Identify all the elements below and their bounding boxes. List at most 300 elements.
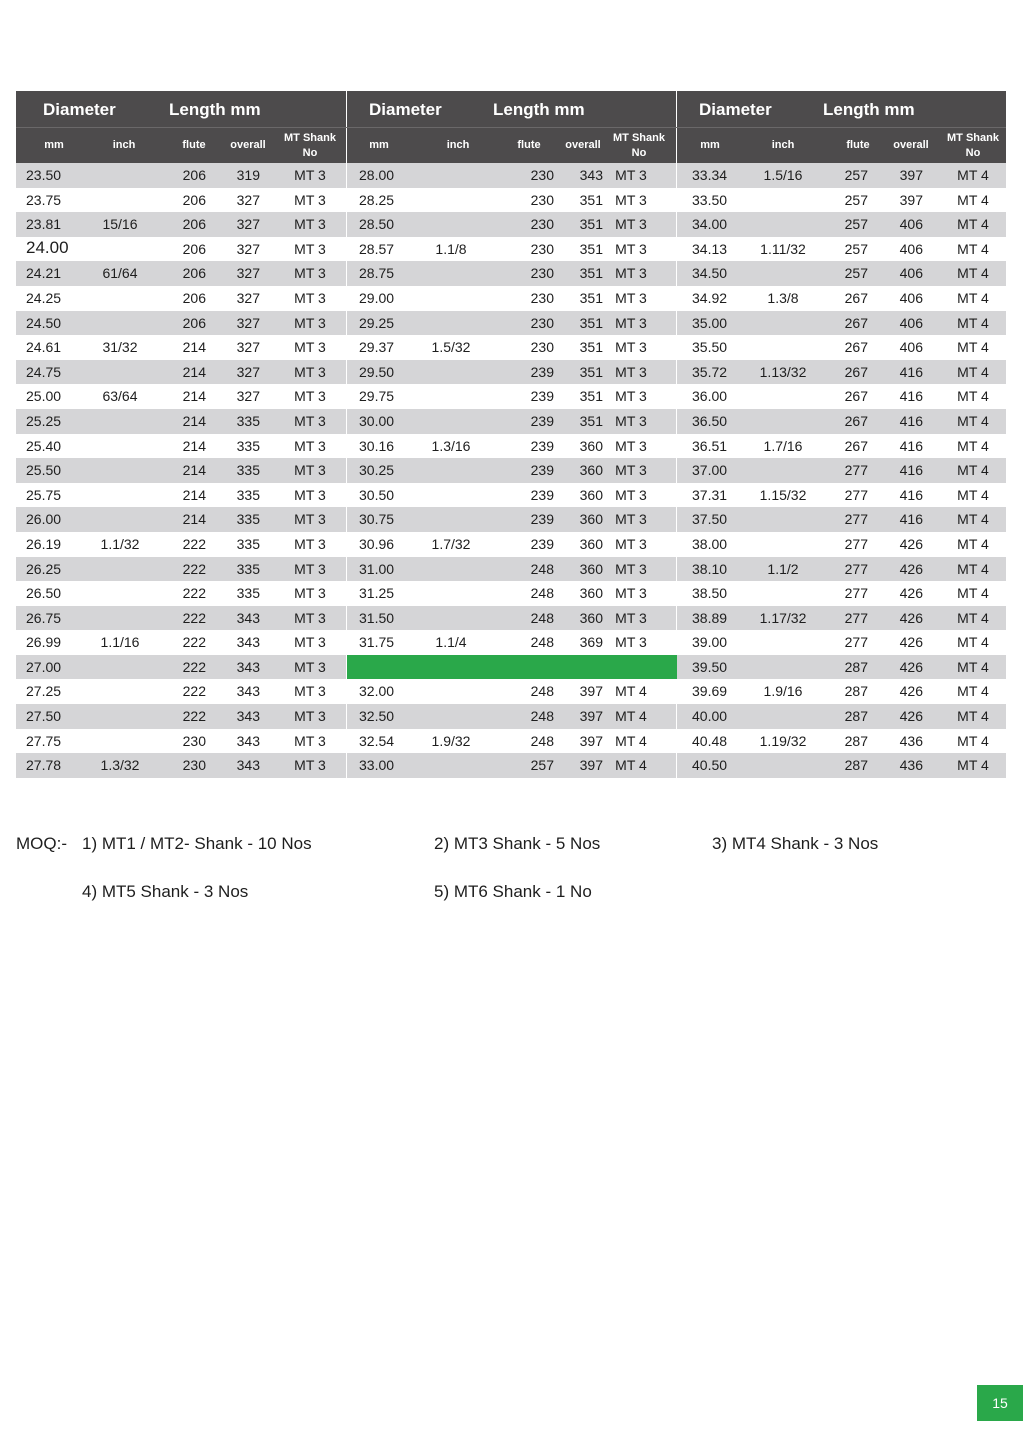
cell-mm: 30.25 [359,462,395,479]
table-row [16,261,1006,286]
cell-flute: 206 [182,191,206,208]
cell-overall: 360 [579,437,603,454]
cell-overall: 351 [579,240,603,257]
cell-flute: 222 [182,609,206,626]
cell-flute: 248 [530,585,554,602]
cell-overall: 426 [899,560,923,577]
header-length-mm: Length mm [169,100,261,119]
cell-mt-shank: MT 3 [615,412,647,429]
header-flute: flute [517,139,541,151]
cell-flute: 287 [844,683,868,700]
cell-mt-shank: MT 3 [294,191,326,208]
cell-mm: 35.50 [692,339,728,356]
cell-overall: 343 [236,609,260,626]
column-separator [346,679,347,704]
cell-mt-shank: MT 3 [615,486,647,503]
cell-mm: 36.00 [692,388,728,405]
column-separator [676,335,677,360]
cell-flute: 277 [844,511,868,528]
cell-mm: 38.89 [692,609,728,626]
cell-mm: 31.50 [359,609,395,626]
cell-mm: 25.50 [26,462,62,479]
cell-mt-shank: MT 3 [294,634,326,651]
cell-flute: 267 [844,388,868,405]
cell-overall: 343 [579,167,603,183]
column-separator [676,557,677,582]
header-inch: inch [446,139,470,151]
cell-overall: 343 [236,757,260,774]
cell-overall: 436 [899,732,923,749]
highlight-bar [347,655,677,680]
column-separator [676,679,677,704]
cell-mt-shank: MT 4 [957,757,989,774]
cell-mm: 24.00 [26,237,69,257]
cell-flute: 287 [844,757,868,774]
header-mt-shank: MT Shank No [947,132,999,159]
table-row [16,606,1006,631]
column-separator [676,163,677,188]
cell-mt-shank: MT 3 [294,388,326,405]
column-separator [346,261,347,286]
cell-overall: 327 [236,388,260,405]
column-separator [676,753,677,778]
cell-flute: 239 [530,535,554,552]
column-separator [346,729,347,754]
table-body [16,163,1006,778]
cell-mt-shank: MT 3 [615,437,647,454]
cell-flute: 230 [182,757,206,774]
cell-mm: 26.50 [26,585,62,602]
cell-inch: 1.1/4 [435,634,467,651]
cell-mt-shank: MT 3 [615,216,647,233]
cell-flute: 267 [844,412,868,429]
cell-flute: 206 [182,289,206,306]
cell-overall: 397 [899,167,923,183]
cell-flute: 222 [182,585,206,602]
cell-overall: 426 [899,609,923,626]
cell-mt-shank: MT 4 [957,560,989,577]
column-separator [346,704,347,729]
cell-mm: 30.75 [359,511,395,528]
header-overall: overall [565,139,601,151]
cell-mt-shank: MT 4 [957,511,989,528]
cell-mt-shank: MT 3 [615,314,647,331]
cell-mt-shank: MT 3 [294,658,326,675]
table-row [16,655,1006,680]
cell-mm: 26.19 [26,535,62,552]
cell-mm: 40.00 [692,708,728,725]
cell-flute: 206 [182,240,206,257]
moq-item: 4) MT5 Shank - 3 Nos [82,882,249,901]
table-row [16,188,1006,213]
cell-overall: 327 [236,191,260,208]
column-separator [676,483,677,508]
header-mt-shank: MT Shank No [284,132,336,159]
cell-mt-shank: MT 4 [957,289,989,306]
cell-flute: 239 [530,363,554,380]
cell-inch: 1.15/32 [759,486,807,503]
column-separator [676,261,677,286]
cell-flute: 230 [530,191,554,208]
cell-inch: 1.1/32 [100,535,140,552]
cell-overall: 426 [899,658,923,675]
column-separator [676,384,677,409]
cell-overall: 397 [579,683,603,700]
cell-overall: 416 [899,462,923,479]
cell-overall: 360 [579,585,603,602]
cell-flute: 222 [182,708,206,725]
cell-overall: 351 [579,289,603,306]
column-separator [346,630,347,655]
table-row [16,507,1006,532]
header-inch: inch [112,139,136,151]
cell-mt-shank: MT 3 [615,585,647,602]
moq-item: 3) MT4 Shank - 3 Nos [712,834,879,853]
cell-flute: 248 [530,560,554,577]
cell-inch: 15/16 [102,216,138,233]
cell-mt-shank: MT 3 [615,167,647,183]
cell-inch: 1.9/32 [431,732,471,749]
cell-flute: 222 [182,658,206,675]
cell-overall: 397 [579,732,603,749]
cell-mm: 29.50 [359,363,395,380]
cell-flute: 230 [530,314,554,331]
cell-mm: 29.37 [359,339,395,356]
cell-inch: 1.7/16 [763,437,803,454]
cell-overall: 351 [579,388,603,405]
column-separator [346,409,347,434]
cell-inch: 1.7/32 [431,535,471,552]
table-row [16,384,1006,409]
cell-mt-shank: MT 4 [957,314,989,331]
cell-mm: 26.99 [26,634,62,651]
cell-mt-shank: MT 4 [957,732,989,749]
cell-overall: 343 [236,658,260,675]
cell-flute: 248 [530,708,554,725]
table-row [16,557,1006,582]
cell-overall: 351 [579,314,603,331]
cell-mt-shank: MT 3 [294,486,326,503]
column-separator [676,630,677,655]
cell-flute: 257 [530,757,554,774]
cell-mt-shank: MT 3 [615,462,647,479]
cell-mm: 30.16 [359,437,395,454]
cell-overall: 327 [236,339,260,356]
cell-mt-shank: MT 3 [294,265,326,282]
header-overall: overall [893,139,929,151]
cell-overall: 335 [236,412,260,429]
cell-mm: 32.54 [359,732,395,749]
cell-mt-shank: MT 4 [615,708,647,725]
cell-flute: 277 [844,486,868,503]
cell-mt-shank: MT 3 [294,339,326,356]
cell-mm: 29.75 [359,388,395,405]
cell-mm: 34.13 [692,240,728,257]
cell-flute: 206 [182,216,206,233]
column-separator [676,606,677,631]
cell-mm: 28.00 [359,167,395,183]
cell-mt-shank: MT 3 [615,511,647,528]
cell-flute: 214 [182,339,206,356]
cell-overall: 327 [236,363,260,380]
cell-overall: 327 [236,314,260,331]
cell-mt-shank: MT 3 [615,191,647,208]
cell-flute: 239 [530,486,554,503]
cell-flute: 222 [182,634,206,651]
page-number: 15 [977,1385,1023,1421]
header-mm: mm [369,139,389,151]
cell-mm: 23.81 [26,216,62,233]
column-separator [346,311,347,336]
cell-flute: 257 [844,265,868,282]
column-separator [676,409,677,434]
cell-flute: 277 [844,585,868,602]
column-separator [346,753,347,778]
cell-inch: 31/32 [102,339,138,356]
cell-mt-shank: MT 4 [615,683,647,700]
cell-mt-shank: MT 3 [294,683,326,700]
cell-overall: 369 [579,634,603,651]
cell-inch: 1.1/2 [767,560,799,577]
cell-overall: 327 [236,289,260,306]
cell-mt-shank: MT 3 [294,363,326,380]
cell-flute: 230 [530,216,554,233]
cell-flute: 257 [844,216,868,233]
cell-inch: 1.13/32 [759,363,807,380]
cell-inch: 1.3/16 [431,437,471,454]
moq-item: 5) MT6 Shank - 1 No [434,882,592,901]
cell-mm: 35.72 [692,363,728,380]
cell-mm: 31.25 [359,585,395,602]
cell-flute: 239 [530,388,554,405]
table-row [16,163,1006,188]
cell-flute: 277 [844,535,868,552]
cell-mm: 27.50 [26,708,62,725]
cell-mt-shank: MT 3 [615,339,647,356]
table-row [16,434,1006,459]
cell-overall: 335 [236,462,260,479]
column-separator [346,557,347,582]
cell-mm: 40.48 [692,732,728,749]
cell-mm: 37.50 [692,511,728,528]
cell-overall: 343 [236,708,260,725]
cell-inch: 1.5/16 [763,167,803,183]
column-separator [676,360,677,385]
column-separator [346,606,347,631]
cell-flute: 287 [844,732,868,749]
cell-mm: 40.50 [692,757,728,774]
cell-mm: 24.61 [26,339,62,356]
cell-inch: 1.5/32 [431,339,471,356]
cell-inch: 1.9/16 [763,683,803,700]
cell-flute: 214 [182,511,206,528]
cell-overall: 406 [899,240,923,257]
cell-mt-shank: MT 3 [294,412,326,429]
cell-flute: 277 [844,560,868,577]
cell-mm: 35.00 [692,314,728,331]
cell-mt-shank: MT 4 [957,437,989,454]
cell-flute: 267 [844,339,868,356]
moq-item: 1) MT1 / MT2- Shank - 10 Nos [82,834,312,853]
cell-mm: 36.50 [692,412,728,429]
cell-overall: 397 [579,757,603,774]
column-separator [676,704,677,729]
cell-mt-shank: MT 3 [294,585,326,602]
cell-mm: 33.50 [692,191,728,208]
cell-mt-shank: MT 4 [957,462,989,479]
cell-flute: 214 [182,437,206,454]
cell-mt-shank: MT 3 [294,462,326,479]
cell-mm: 28.57 [359,240,395,257]
cell-overall: 406 [899,289,923,306]
table-row [16,753,1006,778]
cell-flute: 257 [844,167,868,183]
cell-overall: 343 [236,683,260,700]
cell-overall: 327 [236,240,260,257]
cell-overall: 360 [579,560,603,577]
cell-overall: 436 [899,757,923,774]
table-row [16,311,1006,336]
cell-mt-shank: MT 3 [294,314,326,331]
cell-overall: 360 [579,511,603,528]
cell-flute: 277 [844,634,868,651]
column-separator [676,237,677,262]
header-diameter: Diameter [369,100,442,119]
cell-overall: 426 [899,683,923,700]
cell-mm: 24.75 [26,363,62,380]
cell-inch: 1.19/32 [759,732,807,749]
cell-overall: 416 [899,412,923,429]
cell-flute: 214 [182,363,206,380]
column-separator [676,507,677,532]
cell-flute: 239 [530,437,554,454]
cell-mm: 27.00 [26,658,62,675]
cell-overall: 351 [579,191,603,208]
cell-flute: 222 [182,535,206,552]
cell-overall: 327 [236,265,260,282]
column-separator [676,729,677,754]
cell-mt-shank: MT 3 [615,560,647,577]
cell-flute: 277 [844,462,868,479]
column-separator [346,458,347,483]
cell-overall: 397 [899,191,923,208]
cell-mt-shank: MT 3 [294,240,326,257]
column-separator [676,311,677,336]
cell-mt-shank: MT 4 [957,609,989,626]
cell-mm: 31.00 [359,560,395,577]
cell-mt-shank: MT 3 [615,535,647,552]
cell-mm: 24.21 [26,265,62,282]
cell-mt-shank: MT 4 [957,412,989,429]
cell-mt-shank: MT 3 [615,265,647,282]
cell-overall: 416 [899,486,923,503]
cell-mt-shank: MT 3 [294,437,326,454]
cell-mt-shank: MT 3 [294,216,326,233]
cell-overall: 426 [899,634,923,651]
cell-mm: 25.00 [26,388,62,405]
table-row [16,630,1006,655]
cell-flute: 230 [530,265,554,282]
table-row [16,409,1006,434]
cell-overall: 406 [899,265,923,282]
column-separator [676,188,677,213]
cell-overall: 416 [899,363,923,380]
cell-mm: 23.50 [26,167,62,183]
cell-overall: 335 [236,437,260,454]
cell-overall: 335 [236,560,260,577]
cell-overall: 360 [579,462,603,479]
cell-mm: 28.25 [359,191,395,208]
cell-mt-shank: MT 4 [957,363,989,380]
cell-flute: 214 [182,462,206,479]
cell-mm: 30.50 [359,486,395,503]
cell-mm: 28.50 [359,216,395,233]
cell-mm: 31.75 [359,634,395,651]
column-separator [346,188,347,213]
cell-mm: 26.00 [26,511,62,528]
table-row [16,704,1006,729]
cell-overall: 335 [236,511,260,528]
column-separator [346,163,347,188]
cell-mm: 34.00 [692,216,728,233]
header-flute: flute [846,139,870,151]
cell-flute: 206 [182,167,206,183]
cell-mt-shank: MT 4 [957,585,989,602]
cell-flute: 230 [530,167,554,183]
cell-mt-shank: MT 3 [294,511,326,528]
drill-size-table [16,91,1006,778]
cell-overall: 351 [579,216,603,233]
cell-overall: 343 [236,634,260,651]
cell-overall: 416 [899,388,923,405]
cell-mt-shank: MT 3 [294,535,326,552]
column-separator [676,286,677,311]
cell-flute: 267 [844,437,868,454]
cell-mm: 30.96 [359,535,395,552]
cell-mt-shank: MT 3 [615,634,647,651]
header-flute: flute [182,139,206,151]
moq-label: MOQ:- [16,834,67,853]
cell-mm: 30.00 [359,412,395,429]
cell-mt-shank: MT 4 [957,388,989,405]
cell-mt-shank: MT 4 [615,757,647,774]
cell-mt-shank: MT 3 [615,363,647,380]
cell-inch: 1.1/16 [100,634,140,651]
cell-mm: 25.40 [26,437,62,454]
cell-overall: 335 [236,535,260,552]
cell-mm: 34.50 [692,265,728,282]
table-header-main [16,91,1006,127]
cell-flute: 230 [530,339,554,356]
cell-mt-shank: MT 4 [957,265,989,282]
cell-flute: 248 [530,609,554,626]
cell-overall: 426 [899,708,923,725]
cell-overall: 360 [579,535,603,552]
column-separator [346,212,347,237]
cell-mm: 32.00 [359,683,395,700]
cell-mm: 33.00 [359,757,395,774]
column-separator [346,286,347,311]
cell-mm: 27.78 [26,757,62,774]
table-row [16,335,1006,360]
cell-inch: 61/64 [102,265,138,282]
cell-mm: 32.50 [359,708,395,725]
cell-mt-shank: MT 3 [615,289,647,306]
cell-mm: 38.10 [692,560,728,577]
cell-flute: 257 [844,240,868,257]
cell-mt-shank: MT 3 [615,388,647,405]
header-overall: overall [230,139,266,151]
